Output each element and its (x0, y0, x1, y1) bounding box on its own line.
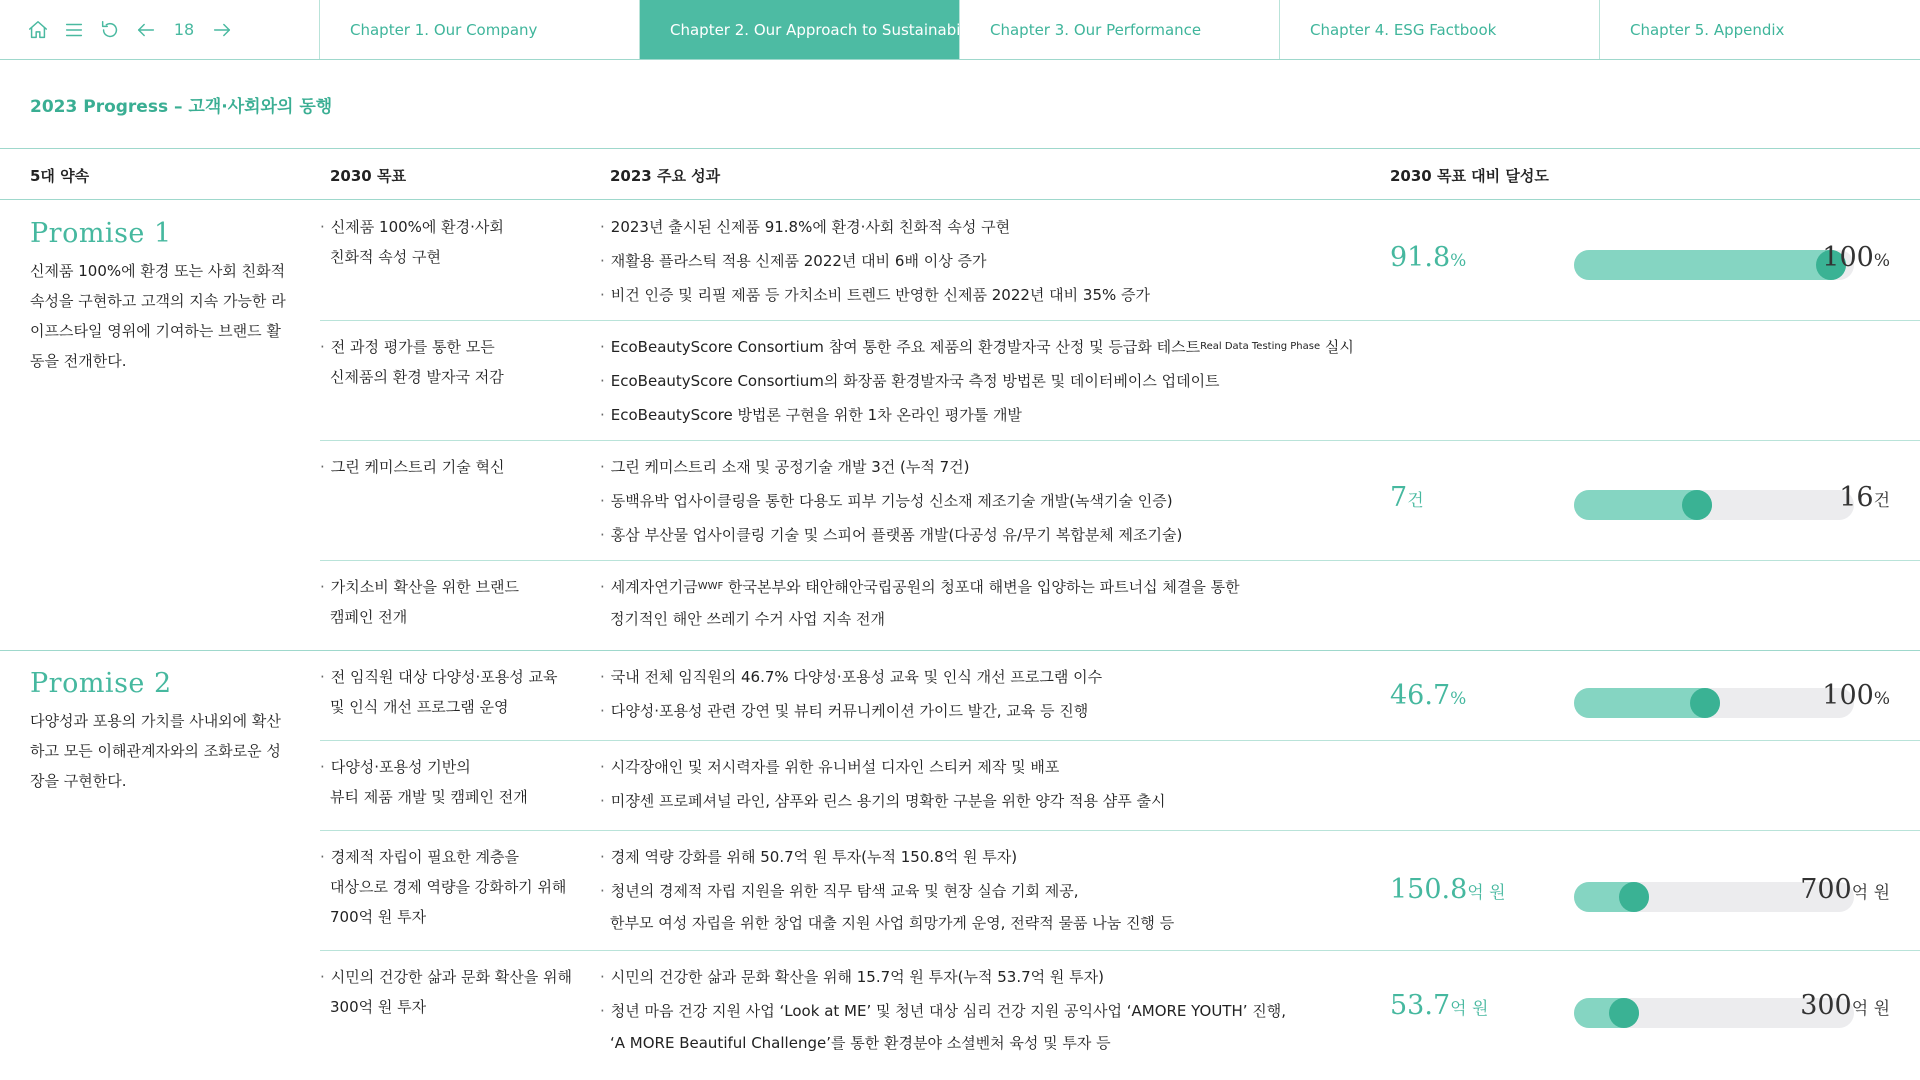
achievement-continuation: 정기적인 해안 쓰레기 수거 사업 지속 전개 (610, 610, 885, 628)
row-divider (320, 320, 1920, 321)
page-number: 18 (173, 20, 195, 39)
header-goal: 2030 목표 (330, 167, 406, 185)
progress-current: 53.7억 원 (1390, 990, 1489, 1021)
progress-indicator (1390, 990, 1920, 1030)
achievement-continuation: ‘A MORE Beautiful Challenge’를 통한 환경분야 소셜벤처 육성 및 투자 등 (610, 1034, 1111, 1052)
row-divider (320, 950, 1920, 951)
menu-icon[interactable] (62, 18, 86, 42)
progress-indicator (1390, 874, 1920, 914)
progress-current: 7건 (1390, 482, 1424, 513)
progress-indicator (1390, 680, 1920, 720)
goal-line: 신제품의 환경 발자국 저감 (330, 368, 504, 386)
achievement-item: 청년 마음 건강 지원 사업 ‘Look at ME’ 및 청년 대상 심리 건강 지원 공익사업 ‘AMORE YOUTH’ 진행, (610, 1002, 1287, 1020)
achievement-tail: 실시 (1320, 338, 1354, 356)
achievement-item: 세계자연기금 (610, 578, 698, 596)
goal-line: 700억 원 투자 (330, 908, 427, 926)
goal-line: 전 임직원 대상 다양성·포용성 교육 (330, 668, 558, 686)
achievement-item: 동백유박 업사이클링을 통한 다용도 피부 기능성 신소재 제조기술 개발(녹색기술 인증) (610, 492, 1173, 510)
progress-indicator (1390, 242, 1920, 282)
goal-line: 300억 원 투자 (330, 998, 427, 1016)
goal-line: 및 인식 개선 프로그램 운영 (330, 698, 509, 716)
progress-knob (1609, 998, 1639, 1028)
goal-line: 전 과정 평가를 통한 모든 (330, 338, 495, 356)
goal-line: 대상으로 경제 역량을 강화하기 위해 (330, 878, 567, 896)
goal-line: 그린 케미스트리 기술 혁신 (330, 458, 505, 476)
row-divider (320, 560, 1920, 561)
tab-chapter-4[interactable]: Chapter 4. ESG Factbook (1280, 0, 1600, 59)
goal-line: 시민의 건강한 삶과 문화 확산을 위해 (330, 968, 572, 986)
header-promise: 5대 약속 (30, 167, 90, 185)
progress-knob (1682, 490, 1712, 520)
achievement-item: 다양성·포용성 관련 강연 및 뷰티 커뮤니케이션 가이드 발간, 교육 등 진행 (610, 702, 1089, 720)
promise-1-title: Promise 1 (30, 218, 172, 249)
header-achievements: 2023 주요 성과 (610, 167, 721, 185)
goal-line: 친화적 속성 구현 (330, 248, 441, 266)
progress-target: 300억 원 (1800, 990, 1890, 1021)
achievement-item: 미쟝센 프로페셔널 라인, 샴푸와 린스 용기의 명확한 구분을 위한 양각 적용 샴푸 출시 (610, 792, 1166, 810)
achievement-item: 그린 케미스트리 소재 및 공정기술 개발 3건 (누적 7건) (610, 458, 970, 476)
progress-target: 100% (1822, 680, 1890, 711)
achievement-item: 경제 역량 강화를 위해 50.7억 원 투자(누적 150.8억 원 투자) (610, 848, 1018, 866)
goal-line: 다양성·포용성 기반의 (330, 758, 471, 776)
top-navigation (0, 0, 1920, 60)
achievement-superscript: WWF (697, 581, 724, 592)
nav-tools (0, 0, 320, 59)
progress-track (1574, 688, 1854, 718)
arrow-left-icon[interactable] (134, 18, 158, 42)
achievement-item: 국내 전체 임직원의 46.7% 다양성·포용성 교육 및 인식 개선 프로그램 이수 (610, 668, 1103, 686)
progress-current: 150.8억 원 (1390, 874, 1506, 905)
tab-chapter-5[interactable]: Chapter 5. Appendix (1630, 20, 1785, 39)
home-icon[interactable] (26, 18, 50, 42)
achievement-item: EcoBeautyScore Consortium 참여 통한 주요 제품의 환경발자국 산정 및 등급화 테스트 (610, 338, 1201, 356)
progress-indicator (1390, 482, 1920, 522)
table-header (0, 148, 1920, 200)
promise-2-title: Promise 2 (30, 668, 172, 699)
achievement-item: EcoBeautyScore 방법론 구현을 위한 1차 온라인 평가툴 개발 (610, 406, 1022, 424)
row-divider (320, 440, 1920, 441)
achievement-item: EcoBeautyScore Consortium의 화장품 환경발자국 측정 방법론 및 데이터베이스 업데이트 (610, 372, 1220, 390)
goal-line: 신제품 100%에 환경·사회 (330, 218, 504, 236)
refresh-icon[interactable] (98, 18, 122, 42)
progress-knob (1690, 688, 1720, 718)
tab-chapter-1[interactable]: Chapter 1. Our Company (320, 0, 640, 59)
progress-target: 100% (1822, 242, 1890, 273)
header-progress: 2030 목표 대비 달성도 (1390, 167, 1549, 185)
achievement-tail: 한국본부와 태안해안국립공원의 청포대 해변을 입양하는 파트너십 체결을 통한 (723, 578, 1240, 596)
achievement-continuation: 한부모 여성 자립을 위한 창업 대출 지원 사업 희망가게 운영, 전략적 물품 나눔 진행 등 (610, 914, 1175, 932)
row-divider (320, 740, 1920, 741)
goal-line: 경제적 자립이 필요한 계층을 (330, 848, 519, 866)
progress-track (1574, 250, 1854, 280)
promise-2-description: 다양성과 포용의 가치를 사내외에 확산하고 모든 이해관계자와의 조화로운 성장을 구현한다. (30, 712, 281, 790)
promise-1-description: 신제품 100%에 환경 또는 사회 친화적 속성을 구현하고 고객의 지속 가능한 라이프스타일 영위에 기여하는 브랜드 활동을 전개한다. (30, 262, 286, 370)
achievement-item: 청년의 경제적 자립 지원을 위한 직무 탐색 교육 및 현장 실습 기회 제공, (610, 882, 1079, 900)
goal-line: 캠페인 전개 (330, 608, 408, 626)
progress-target: 16건 (1839, 482, 1890, 513)
section-title: 2023 Progress – 고객·사회와의 동행 (30, 97, 333, 117)
achievement-item: 홍삼 부산물 업사이클링 기술 및 스피어 플랫폼 개발(다공성 유/무기 복합분체 제조기술) (610, 526, 1183, 544)
achievement-item: 시민의 건강한 삶과 문화 확산을 위해 15.7억 원 투자(누적 53.7억 원 투자) (610, 968, 1104, 986)
progress-track (1574, 490, 1854, 520)
tab-chapter-3[interactable]: Chapter 3. Our Performance (960, 0, 1280, 59)
arrow-right-icon[interactable] (210, 18, 234, 42)
achievement-item: 2023년 출시된 신제품 91.8%에 환경·사회 친화적 속성 구현 (610, 218, 1011, 236)
row-divider (320, 830, 1920, 831)
progress-knob (1619, 882, 1649, 912)
goal-line: 가치소비 확산을 위한 브랜드 (330, 578, 519, 596)
goal-line: 뷰티 제품 개발 및 캠페인 전개 (330, 788, 528, 806)
achievement-superscript: Real Data Testing Phase (1200, 341, 1321, 352)
progress-current: 46.7% (1390, 680, 1467, 711)
achievement-item: 비건 인증 및 리필 제품 등 가치소비 트렌드 반영한 신제품 2022년 대비 35% 증가 (610, 286, 1151, 304)
achievement-item: 재활용 플라스틱 적용 신제품 2022년 대비 6배 이상 증가 (610, 252, 987, 270)
progress-fill (1574, 250, 1846, 280)
progress-target: 700억 원 (1800, 874, 1890, 905)
achievement-item: 시각장애인 및 저시력자를 위한 유니버설 디자인 스티커 제작 및 배포 (610, 758, 1060, 776)
progress-current: 91.8% (1390, 242, 1467, 273)
tab-chapter-2[interactable]: Chapter 2. Our Approach to Sustainability (640, 0, 960, 59)
promise-divider (0, 650, 1920, 651)
